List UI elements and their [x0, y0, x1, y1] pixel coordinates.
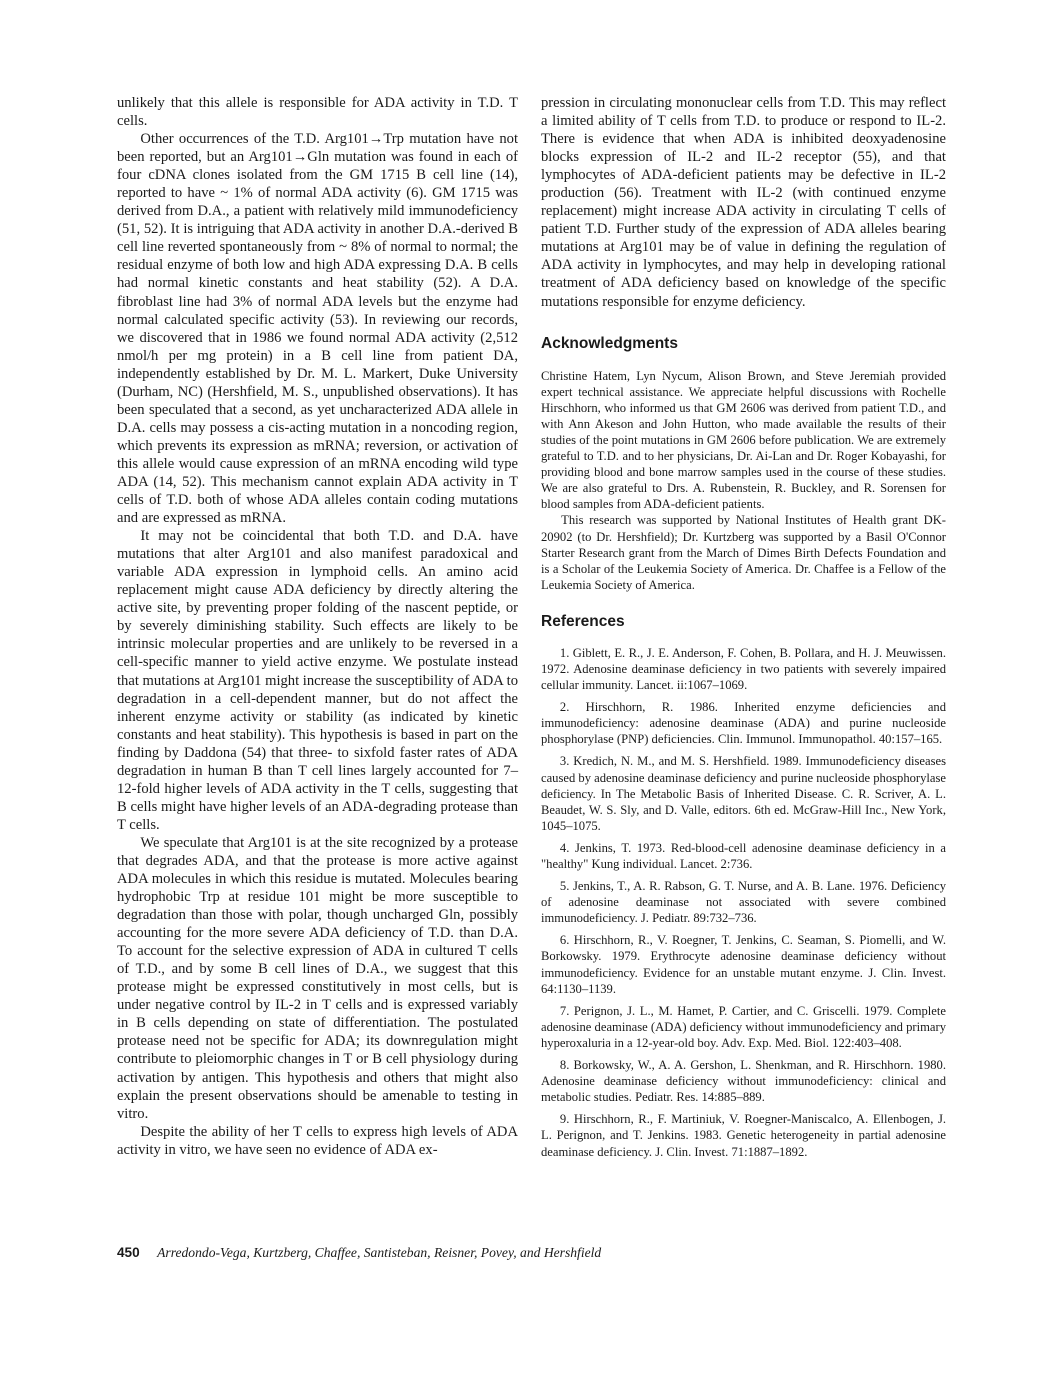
acknowledgments-heading: Acknowledgments	[541, 334, 678, 352]
reference-item: 1. Giblett, E. R., J. E. Anderson, F. Cohen, B. Pollara, and H. J. Meuwissen. 1972. Adenosine deaminase deficiency in two patients with severely impaired cellular immunity. Lancet. ii:1067–1069.	[541, 645, 946, 693]
reference-item: 4. Jenkins, T. 1973. Red-blood-cell adenosine deaminase deficiency in a "healthy" Kung individual. Lancet. 2:736.	[541, 840, 946, 871]
body-paragraph: It may not be coincidental that both T.D. and D.A. have mutations that alter Arg101 and also manifest paradoxical and variable ADA expression in lymphoid cells. An amino acid replacement might cause ADA deficiency by directly altering the active site, by preventing proper folding of the nascent peptide, or by severely diminishing stability. Such effects are likely to be intrinsic molecular properties and are unlikely to be reversed in a cell-specific manner to yield active enzyme. We postulate instead that mutations at Arg101 might increase the susceptibility of ADA to degradation in a cell-dependent manner, but do not affect the inherent enzyme activity or stability (as indicated by kinetic constants and heat stability). This hypothesis is based in part on the finding by Daddona (54) that three- to sixfold faster rates of ADA degradation in human B than T cell lines largely accounted for 7–12-fold higher levels of ADA activity in the T cells, suggesting that B cells might have higher levels of an ADA-degrading protease than T cells.	[117, 528, 519, 833]
reference-item: 8. Borkowsky, W., A. A. Gershon, L. Shenkman, and R. Hirschhorn. 1980. Adenosine deaminase deficiency without immunodeficiency: clinical and metabolic studies. Pediatr. Res. 14:885–889.	[541, 1058, 946, 1105]
body-paragraph: pression in circulating mononuclear cells from T.D. This may reflect a limited ability of T cells from T.D. to produce or respond to IL-2. There is evidence that when ADA is inhibited deoxyadenosine blocks expression of IL-2 and IL-2 receptor (55), and that lymphocytes of ADA-deficient patients may be defective in IL-2 production (56). Treatment with IL-2 (with continued enzyme replacement) might increase ADA activity in circulating T cells of patient T.D. Further study of the expression of ADA alleles bearing mutations at Arg101 may be of value in defining the regulation of ADA activity in lymphocytes, and may help in developing rational treatment of ADA deficiency based on knowledge of the specific mutations responsible for enzyme deficiency.	[541, 95, 946, 310]
reference-item: 7. Perignon, J. L., M. Hamet, P. Cartier, and C. Griscelli. 1979. Complete adenosine deaminase (ADA) deficiency without immunodeficiency and primary hyperoxaluria in a 12-year-old boy. Adv. Exp. Med. Biol. 122:403–408.	[541, 1003, 946, 1050]
acknowledgments-paragraph: This research was supported by National Institutes of Health grant DK-20902 (to Dr. Hershfield); Dr. Kurtzberg was supported by a Basil O'Connor Starter Research grant from the March of Dimes Birth Defects Foundation and is a Scholar of the Leukemia Society of America. Dr. Chaffee is a Fellow of the Leukemia Society of America.	[541, 513, 946, 592]
reference-item: 5. Jenkins, T., A. R. Rabson, G. T. Nurse, and A. B. Lane. 1976. Deficiency of adenosine deaminase not associated with severe combined immunodeficiency. J. Pediatr. 89:732–736.	[541, 879, 946, 926]
body-paragraph: We speculate that Arg101 is at the site recognized by a protease that degrades ADA, and that the protease is more active against ADA molecules in which this residue is mutated. Molecules bearing hydrophobic Trp at residue 101 might be more susceptible to degradation than those with polar, though uncharged Gln, possibly accounting for the more severe ADA deficiency of T.D. than D.A. To account for the selective expression of ADA in cultured T cells of T.D., and by some B cell lines of D.A., we suggest that this protease might be expressed constitutively in most cells, but is under negative control by IL-2 in T cells and is expressed variably in B cells depending on state of differentiation. The postulated protease need not be specific for ADA; its downregulation might contribute to pleiomorphic changes in T or B cell physiology during activation by antigen. This hypothesis and others that might also explain the present observations should be amenable to testing in vitro.	[117, 834, 518, 1122]
reference-item: 3. Kredich, N. M., and M. S. Hershfield. 1989. Immunodeficiency diseases caused by adenosine deaminase deficiency and purine nucleoside phosphorylase deficiency. In The Metabolic Basis of Inherited Disease. C. R. Scriver, A. L. Beaudet, W. S. Sly, and D. Valle, editors. 6th ed. McGraw-Hill Inc., New York, 1045–1075.	[541, 754, 946, 833]
left-column	[117, 94, 518, 1159]
reference-item: 2. Hirschhorn, R. 1986. Inherited enzyme deficiencies and immunodeficiency: adenosine deaminase (ADA) and purine nucleoside phosphorylase (PNP) deficiencies. Clin. Immunol. Immunopathol. 40:157–165.	[541, 700, 946, 747]
body-paragraph: unlikely that this allele is responsible for ADA activity in T.D. T cells.	[117, 95, 518, 130]
reference-item: 6. Hirschhorn, R., V. Roegner, T. Jenkins, C. Seaman, S. Piomelli, and W. Borkowsky. 1979. Erythrocyte adenosine deaminase deficiency without immunodeficiency. Evidence for an unstable mutant enzyme. J. Clin. Invest. 64:1130–1139.	[541, 933, 946, 996]
right-column	[541, 94, 946, 1166]
page-number: 450	[117, 1245, 140, 1260]
references-heading: References	[541, 612, 625, 630]
page-footer	[117, 1244, 957, 1262]
acknowledgments-paragraph: Christine Hatem, Lyn Nycum, Alison Brown, and Steve Jeremiah provided expert technical assistance. We appreciate helpful discussions with Rochelle Hirschhorn, who informed us that GM 2606 was derived from patient T.D., and with Ann Akeson and John Hutton, who made available the results of their studies of the point mutations in GM 2606 before publication. We are extremely grateful to T.D. and to her physicians, Dr. Ai-Lan and Dr. Roger Kobayashi, for providing blood and bone marrow samples used in the course of these studies. We are also grateful to Drs. A. Rubenstein, R. Buckley, and R. Sorensen for blood samples from ADA-deficient patients.	[541, 368, 946, 512]
reference-list	[541, 645, 946, 1160]
body-paragraph: Other occurrences of the T.D. Arg101→Trp mutation have not been reported, but an Arg101→Gln mutation was found in each of four cDNA clones isolated from the GM 1715 B cell line (14), reported to have ~ 1% of normal ADA activity (6). GM 1715 was derived from D.A., a patient with relatively mild immunodeficiency (51, 52). It is intriguing that ADA activity in another D.A.-derived B cell line reverted spontaneously from ~ 8% of normal to normal; the residual enzyme of both low and high ADA expressing D.A. B cells had normal kinetic constants and heat stability (52). A D.A. fibroblast line had 3% of normal ADA levels but the enzyme had normal calculated specific activity (53). In reviewing our records, we discovered that in 1986 we found normal ADA activity (2,512 nmol/h per mg protein) in a B cell line from patient DA, independently established by Dr. M. L. Markert, Duke University (Durham, NC) (Hershfield, M. S., unpublished observations). It has been speculated that a second, as yet uncharacterized ADA allele in D.A. cells may possess a cis-acting mutation in a noncoding region, which prevents its expression as mRNA; reversion, or activation of this allele would cause expression of an mRNA encoding wild type ADA (14, 52). This mechanism cannot explain ADA activity in T cells of T.D. both of whose ADA alleles contain coding mutations and are expressed as mRNA.	[117, 131, 518, 527]
body-paragraph: Despite the ability of her T cells to express high levels of ADA activity in vitro, we have seen no evidence of ADA ex-	[117, 1123, 518, 1158]
reference-item: 9. Hirschhorn, R., F. Martiniuk, V. Roegner-Maniscalco, A. Ellenbogen, J. L. Perignon, and T. Jenkins. 1983. Genetic heterogeneity in partial adenosine deaminase deficiency. J. Clin. Invest. 71:1887–1892.	[541, 1112, 946, 1159]
running-authors: Arredondo-Vega, Kurtzberg, Chaffee, Santisteban, Reisner, Povey, and Hershfield	[157, 1245, 602, 1260]
